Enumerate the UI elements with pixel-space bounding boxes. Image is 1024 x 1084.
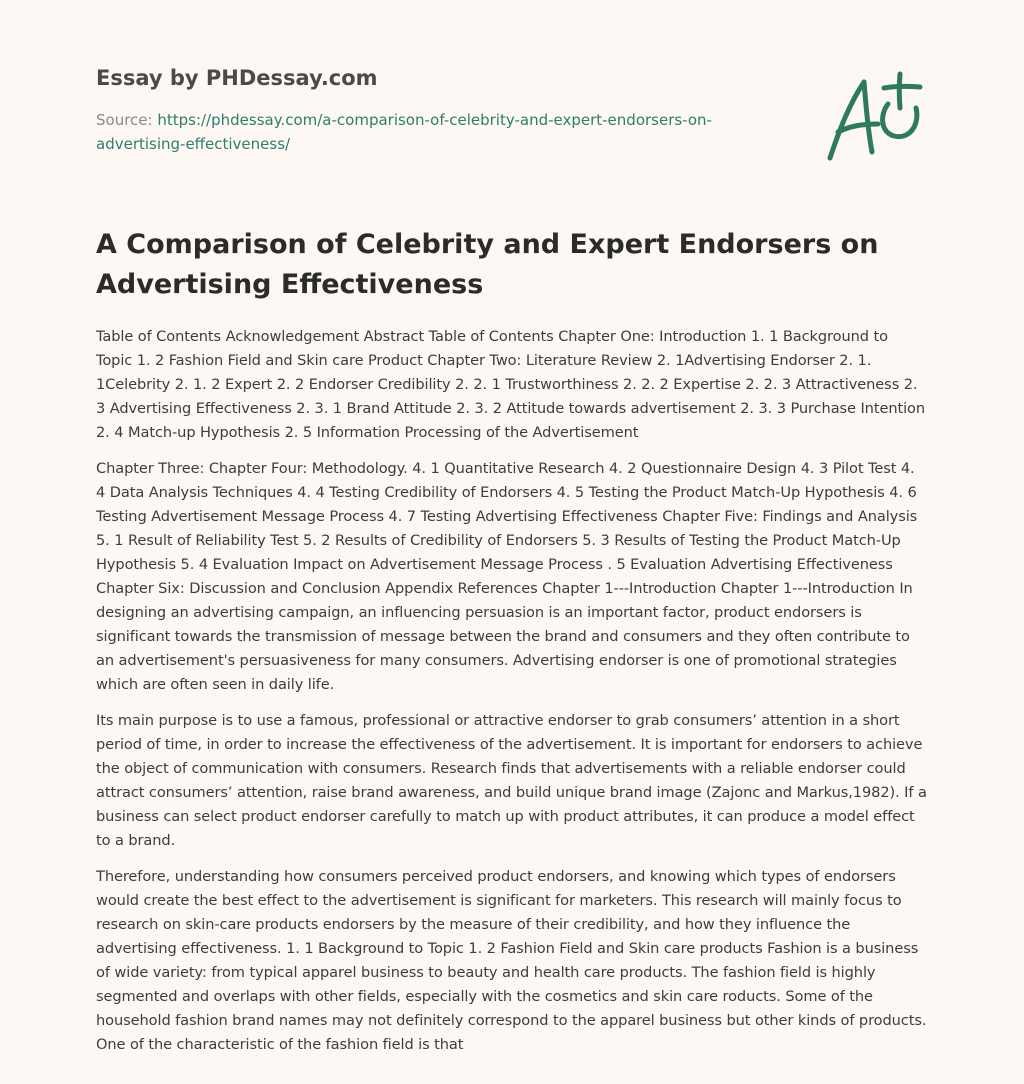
paragraph: Chapter Three: Chapter Four: Methodology. 4. 1 Quantitative Research 4. 2 Questionnaire Design 4. 3 Pilot Test 4. 4 Data Analysis Techniques 4. 4 Testing Credibility of Endorsers 4. 5 Testing the Product Match-Up Hypothesis 4. 6 Testing Advertisement Message Process 4. 7 Testing Advertising Effectiveness Chapter Five: Findings and Analysis 5. 1 Result of Reliability Test 5. 2 Results of Credibility of Endorsers 5. 3 Results of Testing the Product Match-Up Hypothesis 5. 4 Evaluation Impact on Advertisement Message Process . 5 Evaluation Advertising Effectiveness Chapter Six: Discussion and Conclusion Appendix References Chapter 1---Introduction Chapter 1---Introduction In designing an advertising campaign, an influencing persuasion is an important factor, product endorsers is significant towards the transmission of message between the brand and consumers and they often contribute to an advertisement's persuasiveness for many consumers. Advertising endorser is one of promotional strategies which are often seen in daily life.: [96, 460, 918, 693]
paragraph: Its main purpose is to use a famous, professional or attractive endorser to grab consumers’ attention in a short period of time, in order to increase the effectiveness of the advertisement. It is important for endorsers to achieve the object of communication with consumers. Research finds that advertisements with a reliable endorser could attract consumers’ attention, raise brand awareness, and build unique brand image (Zajonc and Markus,1982). If a business can select product endorser carefully to match up with product attributes, it can produce a model effect to a brand.: [96, 712, 927, 849]
document-header: [96, 62, 928, 156]
paragraph: Table of Contents Acknowledgement Abstract Table of Contents Chapter One: Introduction 1. 1 Background to Topic 1. 2 Fashion Field and Skin care Product Chapter Two: Literature Review 2. 1Advertising Endorser 2. 1. 1Celebrity 2. 1. 2 Expert 2. 2 Endorser Credibility 2. 2. 1 Trustworthiness 2. 2. 2 Expertise 2. 2. 3 Attractiveness 2. 3 Advertising Effectiveness 2. 3. 1 Brand Attitude 2. 3. 2 Attitude towards advertisement 2. 3. 3 Purchase Intention 2. 4 Match-up Hypothesis 2. 5 Information Processing of the Advertisement: [96, 328, 926, 441]
article-body: [96, 325, 928, 1069]
paragraph: Therefore, understanding how consumers perceived product endorsers, and knowing which types of endorsers would create the best effect to the advertisement is significant for marketers. This research will mainly focus to research on skin-care products endorsers by the measure of their credibility, and how they influence the advertising effectiveness. 1. 1 Background to Topic 1. 2 Fashion Field and Skin care products Fashion is a business of wide variety: from typical apparel business to beauty and health care products. The fashion field is highly segmented and overlaps with other fields, especially with the cosmetics and skin care roducts. Some of the household fashion brand names may not definitely correspond to the apparel business but other kinds of products. One of the characteristic of the fashion field is that: [96, 868, 927, 1053]
article-title: A Comparison of Celebrity and Expert Endorsers on Advertising Effectiveness: [96, 229, 879, 300]
site-title: Essay by PHDessay.com: [96, 66, 378, 90]
source-line: [96, 109, 746, 156]
source-link[interactable]: https://phdessay.com/a-comparison-of-celebrity-and-expert-endorsers-on-advertising-effectiveness/: [96, 111, 712, 153]
a-plus-logo-icon: [822, 68, 926, 166]
source-label: Source:: [96, 111, 158, 129]
